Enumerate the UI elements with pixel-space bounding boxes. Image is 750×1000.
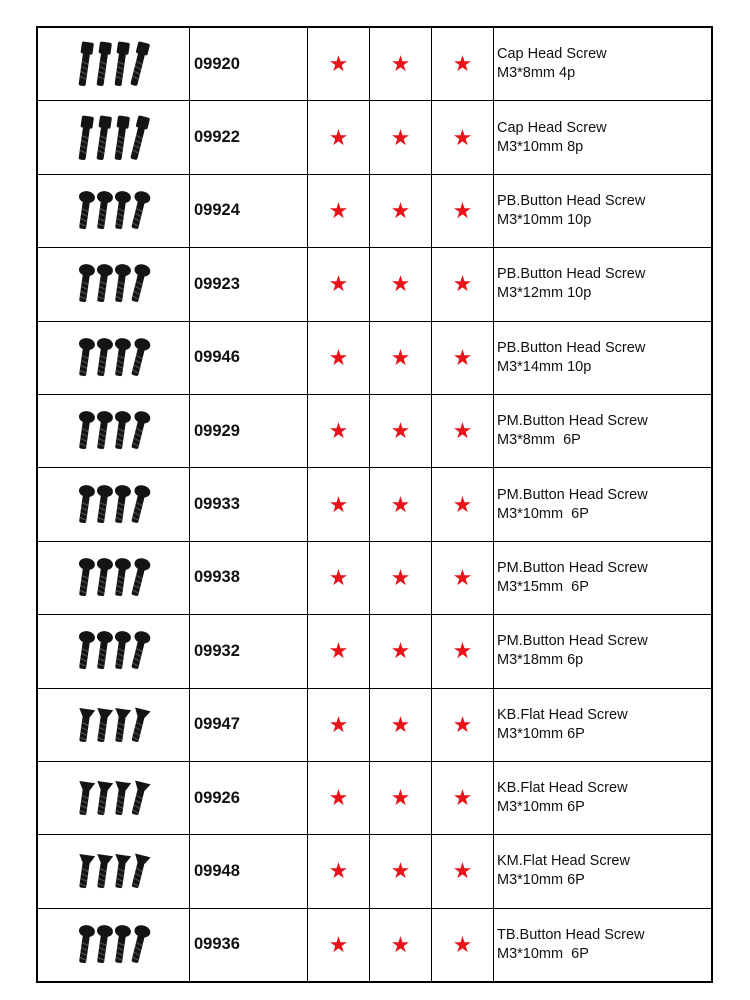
description-spec: M3*8mm 6P [497,432,581,449]
part-description [494,688,713,761]
star-icon: ★ [432,835,494,908]
cap-head-screw-icon [38,38,189,90]
star-icon: ★ [308,835,370,908]
description-spec: M3*10mm 6P [497,725,585,742]
part-description [494,394,713,467]
description-name: KB.Flat Head Screw [497,780,628,797]
table-row [37,761,712,834]
table-row [37,174,712,247]
table-row [37,688,712,761]
table-row [37,835,712,908]
part-code: 09922 [190,101,308,174]
part-code: 09926 [190,761,308,834]
part-description [494,908,713,982]
description-spec: M3*10mm 10p [497,211,592,228]
flat-head-screw-icon [38,699,189,751]
button-head-screw-icon [38,479,189,531]
description-spec: M3*18mm 6p [497,652,584,669]
button-head-screw-icon [38,405,189,457]
star-icon: ★ [432,101,494,174]
star-icon: ★ [308,908,370,982]
star-icon: ★ [370,101,432,174]
description-name: Cap Head Screw [497,46,607,63]
description-spec: M3*10mm 6P [497,799,585,816]
button-head-screw-icon [38,185,189,237]
star-icon: ★ [308,101,370,174]
description-name: PM.Button Head Screw [497,413,648,430]
description-name: PB.Button Head Screw [497,339,646,356]
star-icon: ★ [308,688,370,761]
flat-head-screw-icon [38,772,189,824]
part-code: 09936 [190,908,308,982]
star-icon: ★ [432,27,494,101]
star-icon: ★ [308,394,370,467]
part-description [494,248,713,321]
star-icon: ★ [432,615,494,688]
star-icon: ★ [370,615,432,688]
star-icon: ★ [432,394,494,467]
star-icon: ★ [432,688,494,761]
star-icon: ★ [370,688,432,761]
part-code: 09932 [190,615,308,688]
button-head-screw-icon [38,919,189,971]
part-code: 09933 [190,468,308,541]
product-image-cell [37,541,190,614]
product-image-cell [37,174,190,247]
table-row [37,321,712,394]
product-image-cell [37,101,190,174]
star-icon: ★ [432,174,494,247]
table-row [37,27,712,101]
star-icon: ★ [370,27,432,101]
description-spec: M3*14mm 10p [497,358,592,375]
part-description [494,468,713,541]
star-icon: ★ [432,541,494,614]
part-code: 09929 [190,394,308,467]
star-icon: ★ [308,321,370,394]
star-icon: ★ [432,908,494,982]
product-image-cell [37,27,190,101]
part-description [494,101,713,174]
description-name: TB.Button Head Screw [497,926,645,943]
table-row [37,541,712,614]
star-icon: ★ [432,321,494,394]
button-head-screw-icon [38,552,189,604]
description-spec: M3*10mm 6P [497,872,585,889]
star-icon: ★ [308,615,370,688]
description-name: KB.Flat Head Screw [497,706,628,723]
description-spec: M3*10mm 6P [497,945,589,962]
part-description [494,835,713,908]
part-code: 09923 [190,248,308,321]
product-image-cell [37,394,190,467]
part-code: 09947 [190,688,308,761]
description-name: PM.Button Head Screw [497,486,648,503]
part-code: 09920 [190,27,308,101]
star-icon: ★ [370,248,432,321]
part-code: 09948 [190,835,308,908]
button-head-screw-icon [38,625,189,677]
description-spec: M3*12mm 10p [497,285,592,302]
star-icon: ★ [370,541,432,614]
product-image-cell [37,761,190,834]
cap-head-screw-icon [38,112,189,164]
star-icon: ★ [370,468,432,541]
part-description [494,27,713,101]
product-image-cell [37,908,190,982]
star-icon: ★ [432,468,494,541]
table-row [37,615,712,688]
table-body [37,27,712,982]
table-row [37,394,712,467]
part-description [494,615,713,688]
description-name: KM.Flat Head Screw [497,853,630,870]
product-image-cell [37,468,190,541]
product-image-cell [37,688,190,761]
description-spec: M3*15mm 6P [497,578,589,595]
description-spec: M3*10mm 8p [497,138,584,155]
description-name: PM.Button Head Screw [497,633,648,650]
star-icon: ★ [308,468,370,541]
table-row [37,468,712,541]
table-row [37,908,712,982]
product-image-cell [37,615,190,688]
product-image-cell [37,248,190,321]
star-icon: ★ [370,908,432,982]
star-icon: ★ [308,248,370,321]
product-image-cell [37,321,190,394]
star-icon: ★ [370,394,432,467]
star-icon: ★ [370,761,432,834]
part-code: 09946 [190,321,308,394]
description-name: PM.Button Head Screw [497,559,648,576]
button-head-screw-icon [38,332,189,384]
star-icon: ★ [308,541,370,614]
screw-parts-table [36,26,713,983]
flat-head-screw-icon [38,845,189,897]
part-description [494,321,713,394]
part-description [494,174,713,247]
part-code: 09938 [190,541,308,614]
product-image-cell [37,835,190,908]
description-name: PB.Button Head Screw [497,192,646,209]
table-row [37,101,712,174]
description-name: Cap Head Screw [497,119,607,136]
star-icon: ★ [370,321,432,394]
description-spec: M3*10mm 6P [497,505,589,522]
part-description [494,761,713,834]
star-icon: ★ [370,835,432,908]
star-icon: ★ [308,761,370,834]
star-icon: ★ [308,27,370,101]
part-description [494,541,713,614]
table-row [37,248,712,321]
part-code: 09924 [190,174,308,247]
star-icon: ★ [432,761,494,834]
star-icon: ★ [370,174,432,247]
star-icon: ★ [432,248,494,321]
button-head-screw-icon [38,258,189,310]
star-icon: ★ [308,174,370,247]
description-name: PB.Button Head Screw [497,266,646,283]
description-spec: M3*8mm 4p [497,65,576,82]
